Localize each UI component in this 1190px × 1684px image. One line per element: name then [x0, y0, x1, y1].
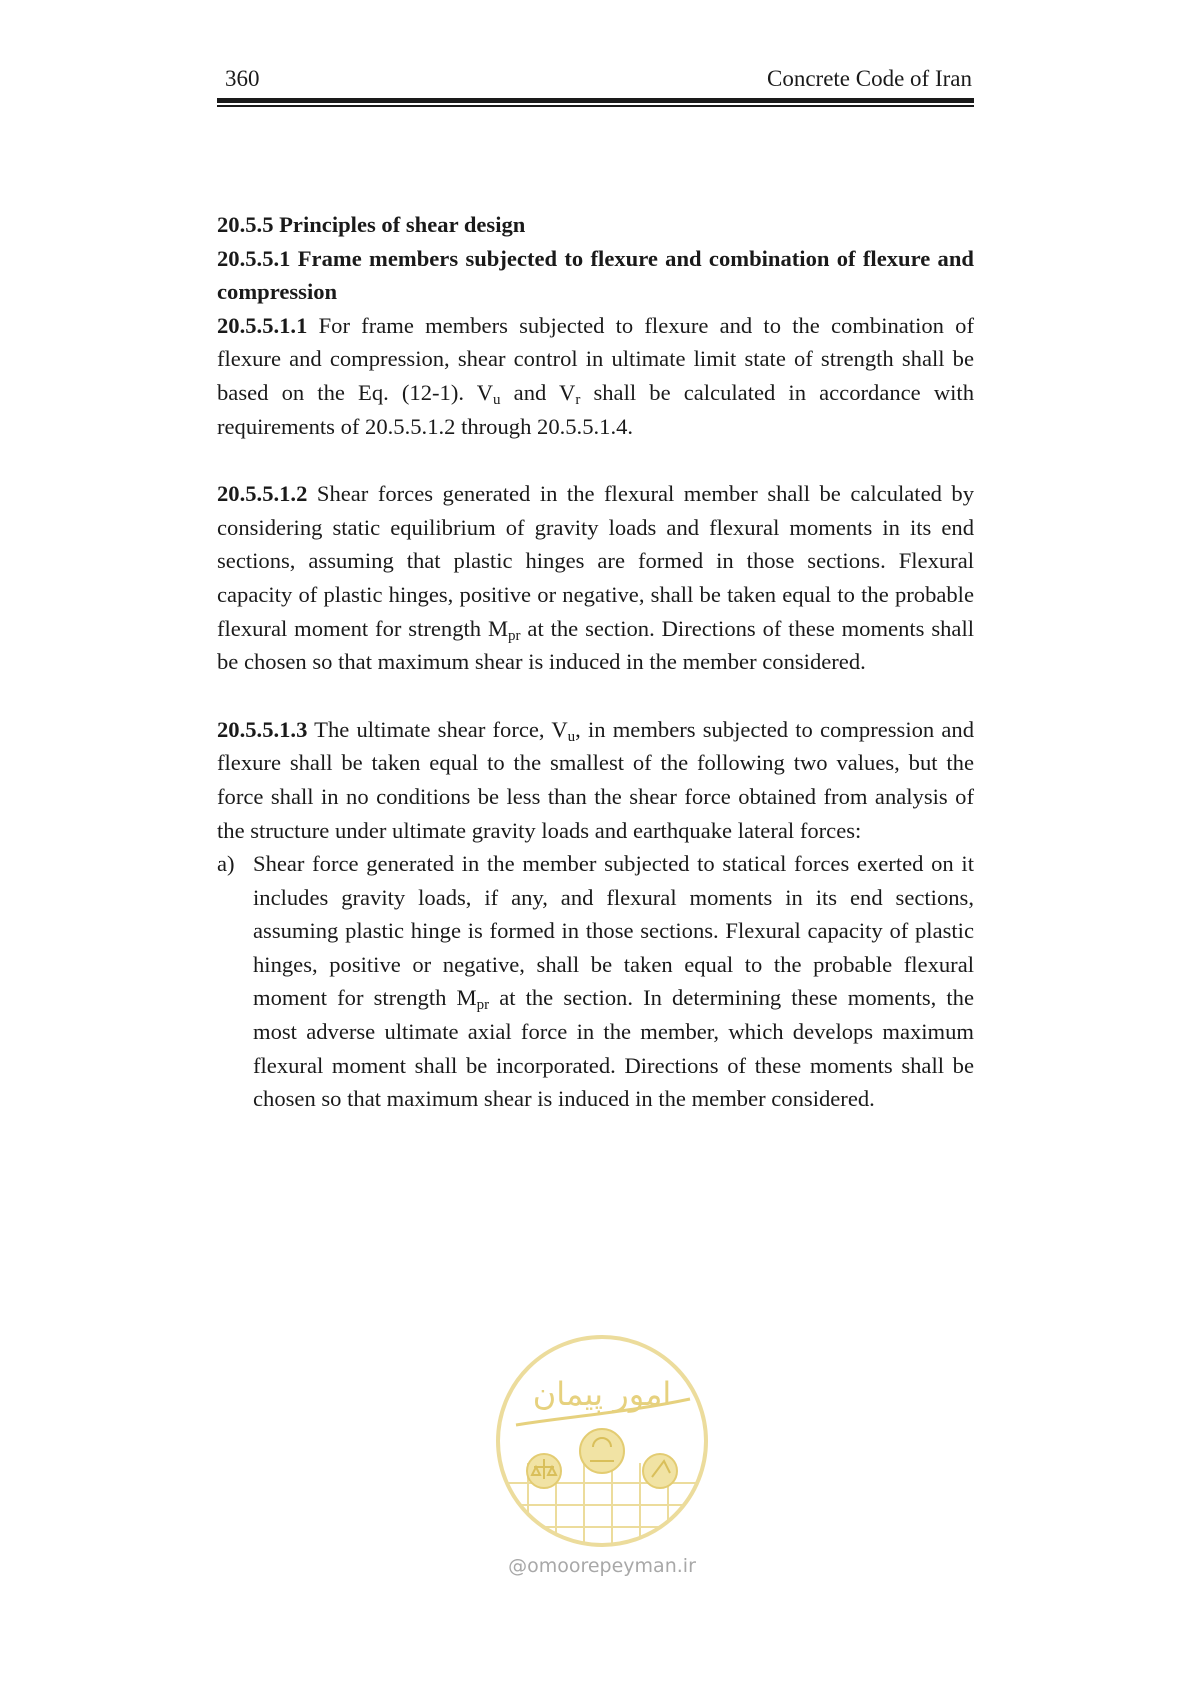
- watermark-logo-icon: [494, 1333, 710, 1549]
- paragraph-text: , in members subjected to compression and flexure shall be taken equal to the smallest of the following two values, but the force shall in no conditions be less than the shear force obtained from analysis of the structure under ultimate gravity loads and earthquake lateral forces:: [217, 716, 974, 843]
- paragraph-20-5-5-1-1: [217, 309, 974, 443]
- subscript: pr: [476, 997, 490, 1014]
- list-item-a: [217, 847, 974, 1116]
- page-number: 360: [225, 66, 260, 91]
- list-marker: a): [217, 851, 235, 877]
- subscript: u: [493, 391, 501, 408]
- subscript: r: [575, 391, 581, 408]
- page-header: [217, 62, 974, 104]
- watermark-url: @omoorepeyman.ir: [508, 1555, 696, 1577]
- paragraph-text: and V: [500, 379, 576, 405]
- paragraph-text: shall be calculated in accordance with requirements of 20.5.5.1.2 through 20.5.5.1.4.: [217, 379, 975, 439]
- body-text: [217, 208, 974, 1116]
- paragraph-text: The ultimate shear force, V: [307, 716, 568, 742]
- clause-number: 20.5.5.1.1: [217, 312, 308, 338]
- header-rule-thick: [217, 98, 974, 103]
- clause-number: 20.5.5.1.3: [217, 716, 308, 742]
- paragraph-text: For frame members subjected to flexure and to the combination of flexure and compression, shear control in ultimate limit state of strength shall be based on the Eq. (12-1). V: [217, 312, 974, 405]
- subscript: u: [567, 728, 576, 745]
- paragraph-text: at the section. Directions of these moments shall be chosen so that maximum shear is induced in the member considered.: [217, 615, 974, 675]
- section-heading-20-5-5-1: 20.5.5.1 Frame members subjected to flexure and combination of flexure and compression: [217, 245, 974, 305]
- subscript: pr: [508, 627, 521, 644]
- paragraph-gap: [217, 679, 974, 713]
- paragraph-text: Shear forces generated in the flexural member shall be calculated by considering static equilibrium of gravity loads and flexural moments in its end sections, assuming that plastic hinges are formed in those sections. Flexural capacity of plastic hinges, positive or negative, shall be taken equal to the probable flexural moment for strength M: [217, 481, 974, 641]
- section-heading-20-5-5: 20.5.5 Principles of shear design: [217, 212, 526, 237]
- paragraph-gap: [217, 443, 974, 477]
- list-item-text: at the section. In determining these moments, the most adverse ultimate axial force in the member, which develops maximum flexural moment shall be incorporated. Directions of these moments shall be chosen so that maximum shear is induced in the member considered.: [253, 985, 975, 1112]
- running-title: Concrete Code of Iran: [766, 66, 972, 91]
- paragraph-20-5-5-1-2: [217, 477, 974, 679]
- paragraph-20-5-5-1-3: [217, 713, 974, 847]
- header-rule-thin: [217, 105, 974, 107]
- watermark-script: امور پیمان: [532, 1375, 672, 1413]
- clause-number: 20.5.5.1.2: [217, 481, 308, 507]
- list-item-text: Shear force generated in the member subjected to statical forces exerted on it includes gravity loads, if any, and flexural moments in its end sections, assuming plastic hinge is formed in those sections. Flexural capacity of plastic hinges, positive or negative, shall be taken equal to the probable flexural moment for strength M: [253, 851, 974, 1011]
